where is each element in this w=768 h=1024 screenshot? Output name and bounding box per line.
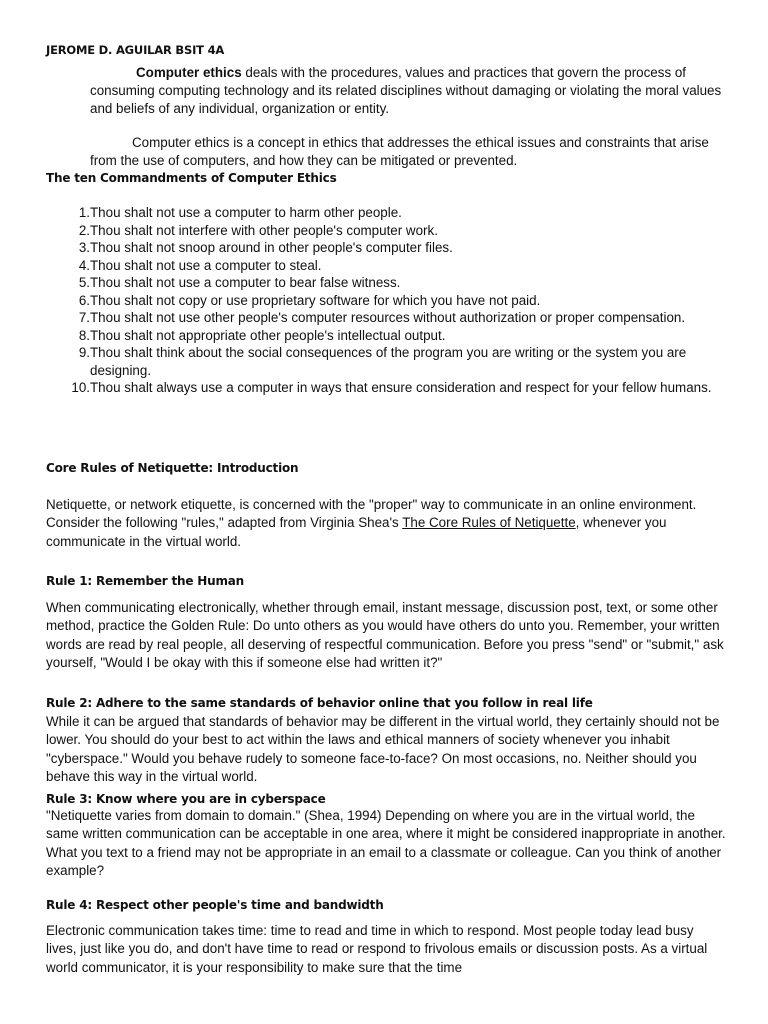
rule-3-text: "Netiquette varies from domain to domain." (Shea, 1994) Depending on where you are in the virtual world, the same written communication can be acceptable in one area, where it might be considered inappropriate in another. What you text to a friend may not be appropriate in an email to a classmate or colleague. Can you think of another example? — [46, 808, 726, 879]
rule-4-text: Electronic communication takes time: time to read and time in which to respond. Most people today lead busy lives, just like you do, and don't have time to read or respond to frivolous emails or discussion posts. As a virtual world communicator, it is your responsibility to make sure that the time — [46, 923, 708, 975]
author-line: JEROME D. AGUILAR BSIT 4A — [46, 43, 225, 57]
list-item: 8. Thou shalt not appropriate other people's intellectual output. — [78, 327, 446, 343]
rule-3-heading: Rule 3: Know where you are in cyberspace — [46, 792, 326, 806]
rule-1-text: When communicating electronically, whether through email, instant message, discussion post, text, or some other method, practice the Golden Rule: Do unto others as you would have others do unto you. Remember, your written words are read by real people, all deserving of respectful communication. Before you press "send" or "submit," ask yourself, "Would I be okay with this if someone else had written it?" — [46, 600, 724, 671]
list-item: 4. Thou shalt not use a computer to steal. — [78, 257, 322, 273]
commandments-list — [46, 204, 726, 397]
intro-paragraph-1-text: deals with the procedures, values and practices that govern the process of consuming computing technology and its related disciplines without damaging or violating the moral values and beliefs of any individual, organization or entity. — [90, 65, 722, 116]
list-item: 6. Thou shalt not copy or use proprietary software for which you have not paid. — [78, 292, 541, 308]
rule-2-text: While it can be argued that standards of behavior may be different in the virtual world, they certainly should not be lower. You should do your best to act within the laws and ethical manners of society whenever you inhabit "cyberspace." Would you behave rudely to someone face-to-face? On most occasions, no. Neither should you behave this way in the virtual world. — [46, 714, 720, 785]
rule-4-heading: Rule 4: Respect other people's time and bandwidth — [46, 898, 384, 912]
list-item: 7. Thou shalt not use other people's computer resources without authorization or proper compensation. — [78, 310, 686, 325]
rule-2-heading: Rule 2: Adhere to the same standards of behavior online that you follow in real life — [46, 696, 593, 710]
list-item: 5. Thou shalt not use a computer to bear false witness. — [78, 275, 401, 290]
list-item: 2. Thou shalt not interfere with other people's computer work. — [78, 222, 438, 238]
core-rules-link[interactable]: The Core Rules of Netiquette — [402, 515, 576, 531]
list-item: 10. Thou shalt always use a computer in ways that ensure consideration and respect for your fellow humans. — [71, 380, 712, 395]
computer-ethics-term: Computer ethics — [136, 65, 242, 80]
commandments-heading: The ten Commandments of Computer Ethics — [46, 171, 337, 185]
list-item: 9. Thou shalt think about the social consequences of the program you are writing or the system you are designing. — [78, 345, 687, 378]
rule-1-heading: Rule 1: Remember the Human — [46, 574, 245, 588]
intro-paragraph-1 — [90, 64, 730, 118]
list-item: 3. Thou shalt not snoop around in other people's computer files. — [78, 240, 453, 255]
list-item: 1. Thou shalt not use a computer to harm other people. — [78, 205, 402, 220]
intro-paragraph-2: Computer ethics is a concept in ethics that addresses the ethical issues and constraints that arise from the use of computers, and how they can be mitigated or prevented. — [90, 135, 709, 168]
netiquette-heading: Core Rules of Netiquette: Introduction — [46, 461, 299, 475]
netiquette-intro: Netiquette, or network etiquette, is concerned with the "proper" way to communicate in an online environment. Consider the following "rules," adapted from Virginia Shea's The Core Rules of Netiquette, whenever you communicate in the virtual world. — [46, 497, 697, 549]
